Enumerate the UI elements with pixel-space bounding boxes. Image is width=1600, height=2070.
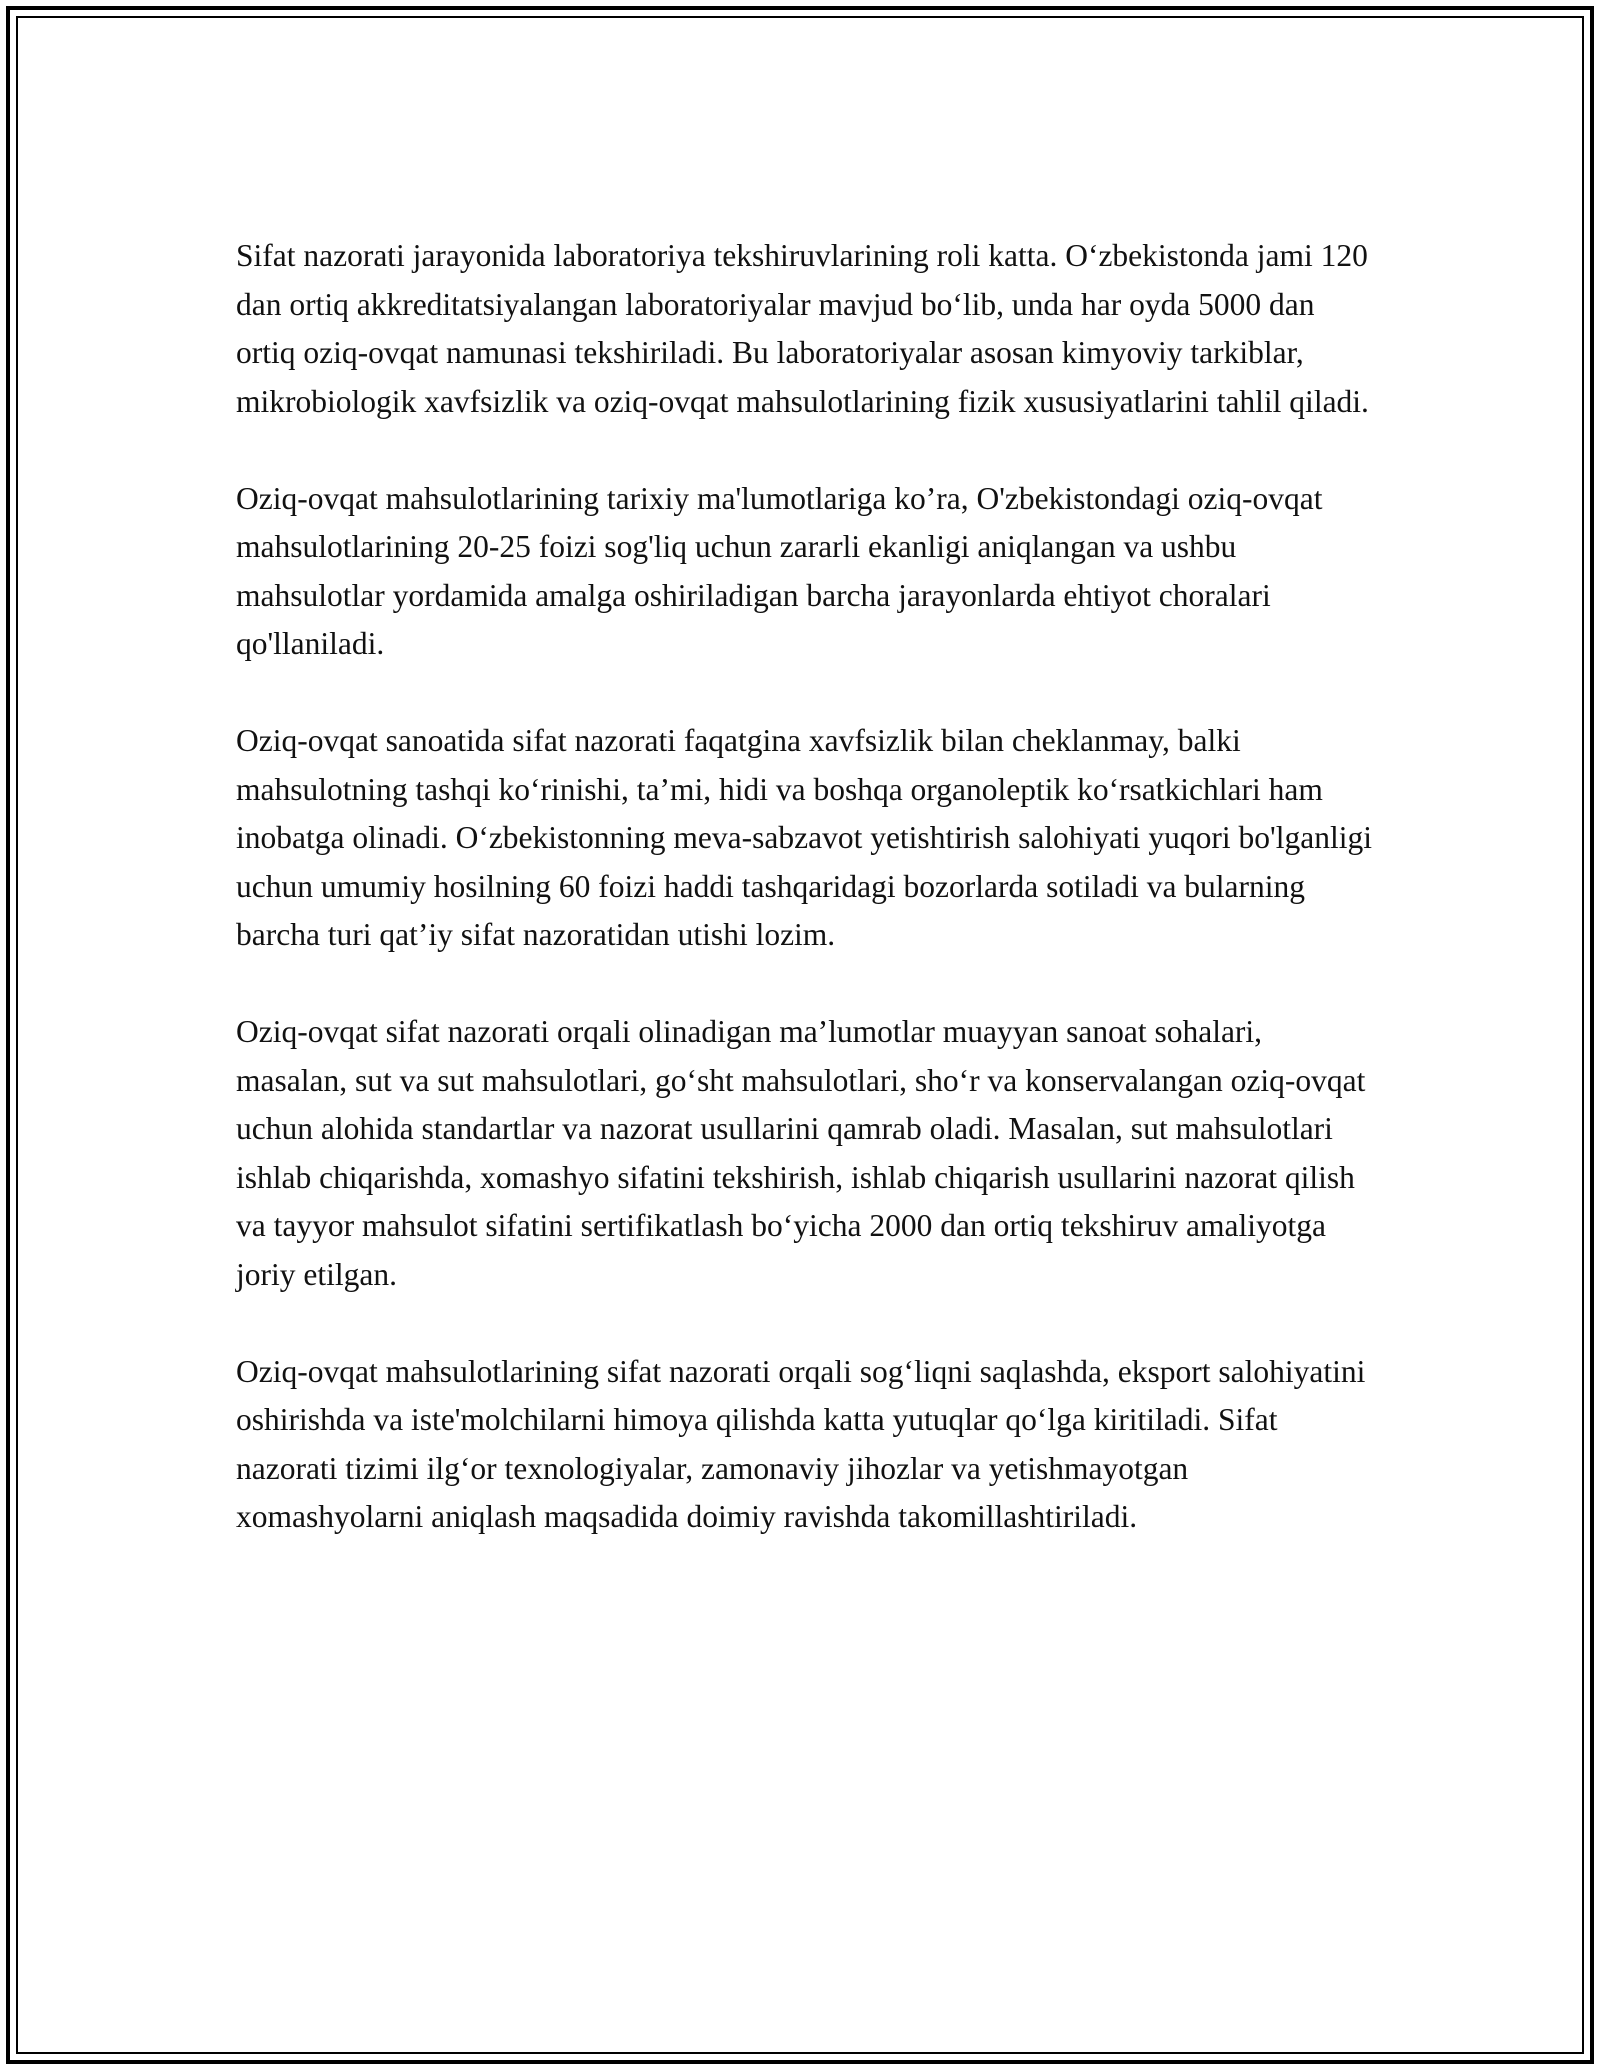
paragraph-organoleptic-control: Oziq-ovqat sanoatida sifat nazorati faqatgina xavfsizlik bilan cheklanmay, balki mahsulotning tashqi ko‘rinishi, ta’mi, hidi va boshqa organoleptik ko‘rsatkichlari ham inobatga olinadi. O‘zbekistonning meva-sabzavot yetishtirish salohiyati yuqori bo'lganligi uchun umumiy hosilning 60 foizi haddi tashqaridagi bozorlarda sotiladi va bularning barcha turi qat’iy sifat nazoratidan utishi lozim. (236, 723, 1372, 952)
paragraph-achievements: Oziq-ovqat mahsulotlarining sifat nazorati orqali sog‘liqni saqlashda, eksport salohiyatini oshirishda va iste'molchilarni himoya qilishda katta yutuqlar qo‘lga kiritiladi. Sifat nazorati tizimi ilg‘or texnologiyalar, zamonaviy jihozlar va yetishmayotgan xomashyolarni aniqlash maqsadida doimiy ravishda takomillashtiriladi. (236, 1353, 1366, 1534)
paragraph-laboratory-testing: Sifat nazorati jarayonida laboratoriya tekshiruvlarining roli katta. O‘zbekistonda jami 120 dan ortiq akkreditatsiyalangan laboratoriyalar mavjud bo‘lib, unda har oyda 5000 dan ortiq oziq-ovqat namunasi tekshiriladi. Bu laboratoriyalar asosan kimyoviy tarkiblar, mikrobiologik xavfsizlik va oziq-ovqat mahsulotlarining fizik xususiyatlarini tahlil qiladi. (236, 238, 1369, 419)
document-body (236, 232, 1376, 1590)
paragraph-historical-data: Oziq-ovqat mahsulotlarining tarixiy ma'lumotlariga ko’ra, O'zbekistondagi oziq-ovqat mahsulotlarining 20-25 foizi sog'liq uchun zararli ekanligi aniqlangan va ushbu mahsulotlar yordamida amalga oshiriladigan barcha jarayonlarda ehtiyot choralari qo'llaniladi. (236, 480, 1323, 661)
paragraph-industry-standards: Oziq-ovqat sifat nazorati orqali olinadigan ma’lumotlar muayyan sanoat sohalari, masalan, sut va sut mahsulotlari, go‘sht mahsulotlari, sho‘r va konservalangan oziq-ovqat uchun alohida standartlar va nazorat usullarini qamrab oladi. Masalan, sut mahsulotlari ishlab chiqarishda, xomashyo sifatini tekshirish, ishlab chiqarish usullarini nazorat qilish va tayyor mahsulot sifatini sertifikatlash bo‘yicha 2000 dan ortiq tekshiruv amaliyotga joriy etilgan. (236, 1014, 1366, 1292)
